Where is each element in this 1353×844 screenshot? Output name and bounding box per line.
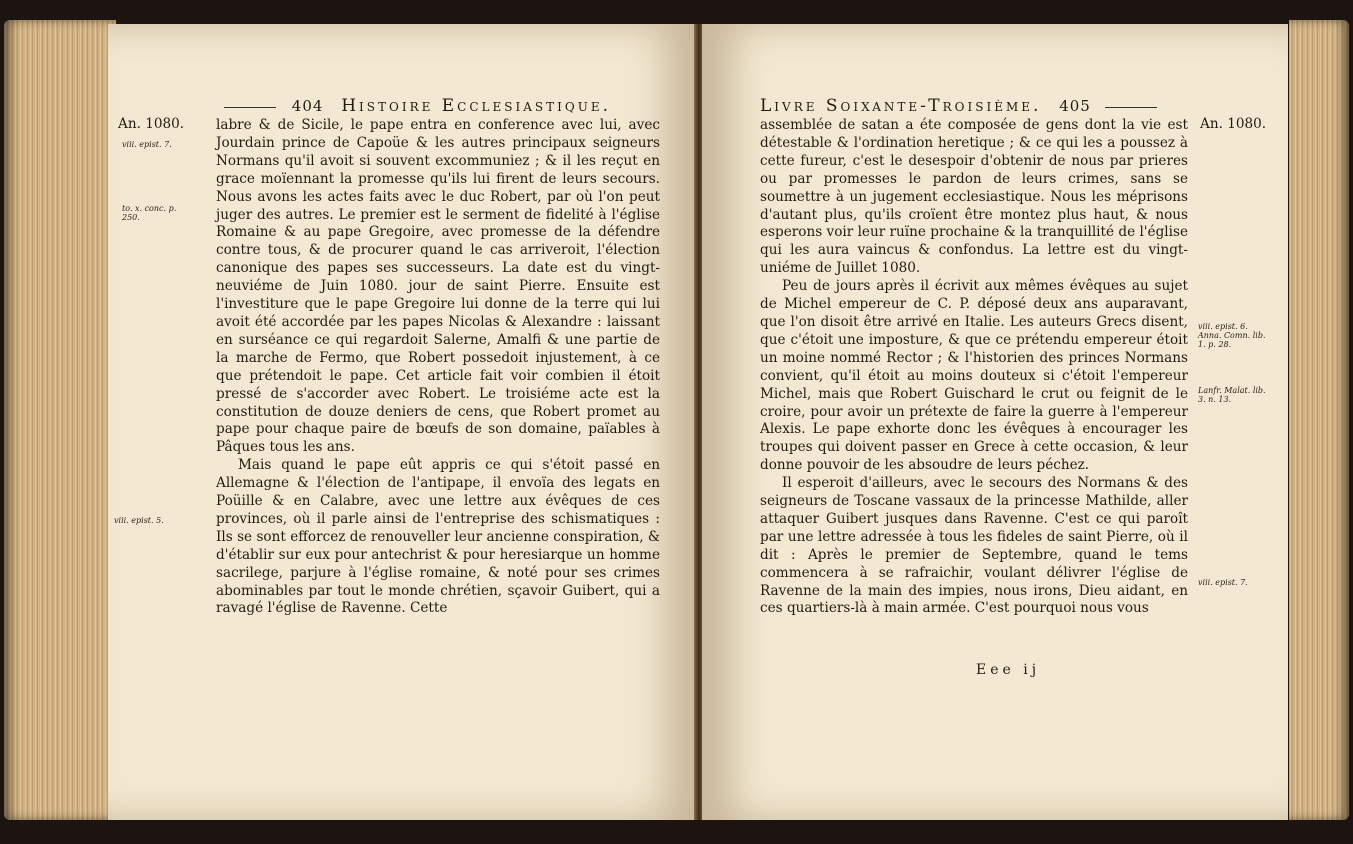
header-rule <box>1105 107 1157 108</box>
page-number: 404 <box>291 97 324 115</box>
margin-note: viii. epist. 6. Anna. Comn. lib. 1. p. 28. <box>1198 322 1266 349</box>
paragraph: assemblée de satan a éte composée de gens dont la vie est détestable & l'ordination heretique ; & ce qui les a poussez à cette fureur, c'est le desespoir d'obtenir de nous par prieres ou par promesses le pardon de leurs crimes, sans se soumettre à un jugement ecclesiastique. Nous les méprisons d'autant plus, qu'ils croïent être montez plus haut, & nous esperons voir leur ruïne prochaine & la tranquillité de l'église qui les aura vaincus & confondus. La lettre est du vingt-uniéme de Juillet 1080. <box>760 117 1188 277</box>
left-page-header <box>224 96 611 116</box>
margin-note: viii. epist. 7. <box>122 140 172 149</box>
page-edges-left <box>4 20 116 820</box>
margin-note: viii. epist. 5. <box>114 516 164 525</box>
page-edges-right <box>1289 20 1349 820</box>
left-page-body <box>216 117 660 618</box>
paragraph: Il esperoit d'ailleurs, avec le secours des Normans & des seigneurs de Toscane vassaux de la princesse Mathilde, aller attaquer Guibert jusques dans Ravenne. C'est ce qui paroît par une lettre adressée à tous les fideles de saint Pierre, où il dit : Après le premier de Septembre, quand le tems commencera à se rafraichir, voulant délivrer l'église de Ravenne de la main des impies, nous irons, Dieu aidant, en ces quartiers-là à main armée. C'est pourquoi nous vous <box>760 475 1188 617</box>
signature-mark: Eee ij <box>976 662 1041 678</box>
right-page <box>702 24 1288 820</box>
header-rule <box>224 107 276 108</box>
running-title: Histoire Ecclesiastique. <box>341 96 611 116</box>
paragraph: labre & de Sicile, le pape entra en conference avec lui, avec Jourdain prince de Capoüe & les autres principaux seigneurs Normans qu'il avoit si souvent excommuniez ; & il les reçut en grace moïennant la promesse qu'ils lui firent de leurs secours. Nous avons les actes faits avec le duc Robert, par où l'on peut juger des autres. Le premier est le serment de fidelité à l'église Romaine & au pape Gregoire, avec promesse de la défendre contre tous, & de procurer quand le cas arriveroit, l'élection canonique des papes ses successeurs. La date est du vingt-neuviéme de Juin 1080. jour de saint Pierre. Ensuite est l'investiture que le pape Gregoire lui donne de la terre qui lui avoit été accordée par les papes Nicolas & Alexandre : laissant en surséance ce qui regardoit Salerne, Amalfi & une partie de la marche de Fermo, que Robert possedoit injustement, à ce que prétendoit le pape. Cet article fait voir combien il étoit pressé de s'accorder avec Robert. Le troisiéme acte est la constitution de douze deniers de cens, que Robert promet au pape pour chaque paire de bœufs de son domaine, païables à Pâques tous les ans. <box>216 117 660 456</box>
page-number: 405 <box>1059 97 1091 115</box>
margin-note: Lanfr. Malat. lib. 3. n. 13. <box>1198 386 1266 404</box>
margin-note: to. x. conc. p. 250. <box>122 204 177 222</box>
right-page-header <box>760 96 1157 116</box>
paragraph: Mais quand le pape eût appris ce qui s'étoit passé en Allemagne & l'élection de l'antipape, il envoïa des legats en Poüille & en Calabre, avec une lettre aux évêques de ces provinces, où il parle ainsi de l'entreprise des schismatiques : Ils se sont efforcez de renouveller leur ancienne conspiration, & d'établir sur eux pour antechrist & pour heresiarque un homme sacrilege, parjure à l'église romaine, & noté pour ses crimes abominables par tout le monde chrétien, sçavoir Guibert, qui a ravagé l'église de Ravenne. Cette <box>216 457 660 617</box>
running-title: Livre Soixante-Troisième. <box>760 96 1042 116</box>
left-page <box>108 24 696 820</box>
margin-year: An. 1080. <box>1200 116 1267 132</box>
margin-year: An. 1080. <box>118 116 185 132</box>
margin-note: viii. epist. 7. <box>1198 578 1248 587</box>
paragraph: Peu de jours après il écrivit aux mêmes évêques au sujet de Michel empereur de C. P. déposé deux ans auparavant, que l'on disoit être arrivé en Italie. Les auteurs Grecs disent, que c'étoit une imposture, & que ce prétendu empereur étoit un moine nommé Rector ; & l'historien des princes Normans convient, qu'il étoit au moins douteux si c'étoit l'empereur Michel, mais que Robert Guischard le crut ou feignit de le croire, pour avoir un prétexte de faire la guerre à l'empereur Alexis. Le pape exhorte donc les évêques à encourager les troupes qui doivent passer en Grece à cette occasion, & leur donne pouvoir de les absoudre de leurs péchez. <box>760 278 1188 474</box>
right-page-body <box>760 117 1188 618</box>
